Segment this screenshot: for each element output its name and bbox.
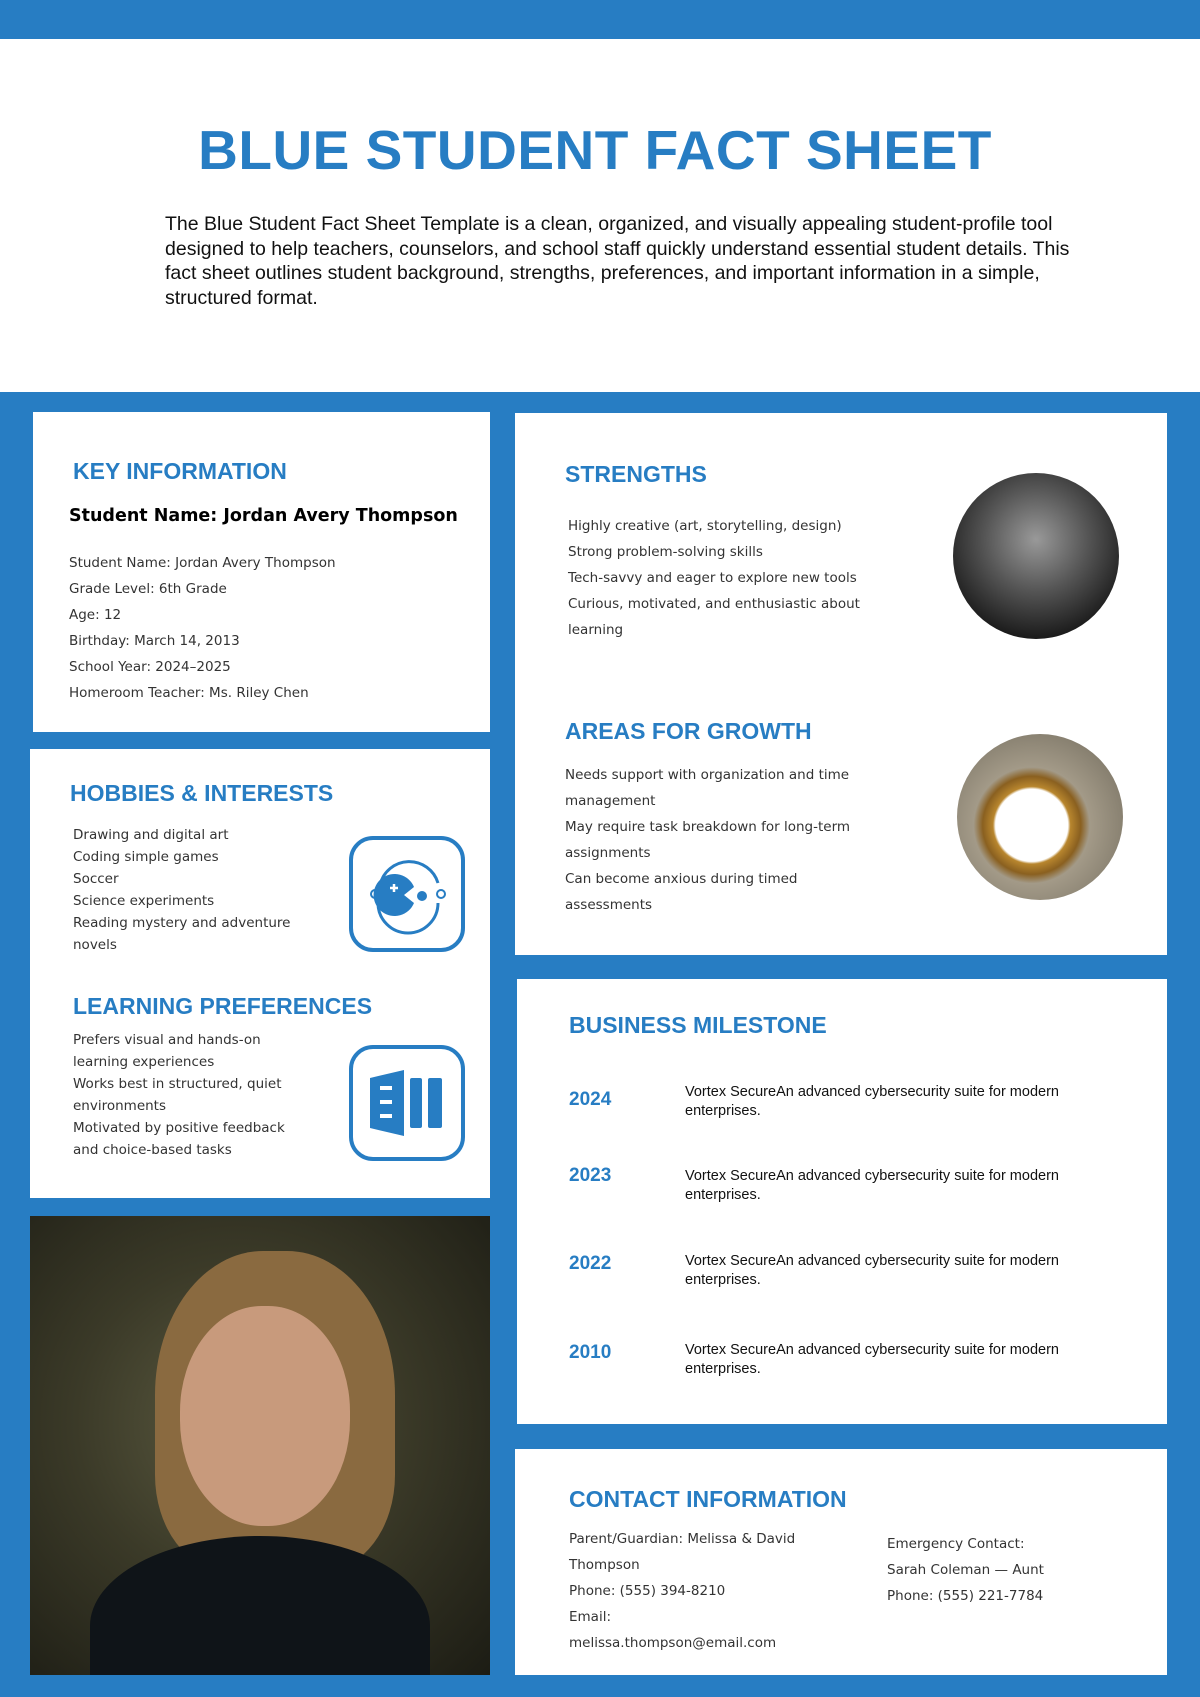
learning-item: Prefers visual and hands-on learning experiences: [73, 1032, 261, 1070]
key-info-item: Birthday: March 14, 2013: [69, 633, 240, 649]
milestone-heading: BUSINESS MILESTONE: [569, 1012, 827, 1038]
milestone-description: Vortex SecureAn advanced cybersecurity suite for modern enterprises.: [685, 1253, 1059, 1288]
book-columns-icon: [348, 1044, 466, 1162]
email-link[interactable]: melissa.thompson@email.com: [569, 1635, 777, 1651]
strengths-growth-panel: [515, 413, 1167, 955]
learning-preferences-heading: LEARNING PREFERENCES: [73, 993, 373, 1019]
milestone-description: Vortex SecureAn advanced cybersecurity suite for modern enterprises.: [685, 1168, 1059, 1203]
key-information-heading: KEY INFORMATION: [73, 458, 287, 484]
milestone-description: Vortex SecureAn advanced cybersecurity suite for modern enterprises.: [685, 1342, 1059, 1377]
milestone-year: 2023: [569, 1165, 612, 1186]
key-info-item: Homeroom Teacher: Ms. Riley Chen: [69, 685, 309, 701]
key-info-item: Grade Level: 6th Grade: [69, 581, 227, 597]
contact-heading: CONTACT INFORMATION: [569, 1486, 847, 1512]
emergency-contact-name: Sarah Coleman — Aunt: [887, 1562, 1044, 1578]
top-bar: [0, 0, 1200, 39]
strength-item: Strong problem-solving skills: [568, 544, 763, 560]
milestone-panel: [517, 979, 1167, 1424]
hobby-item: Science experiments: [73, 893, 215, 909]
key-info-item: School Year: 2024–2025: [69, 659, 231, 675]
strength-item: Highly creative (art, storytelling, design): [568, 518, 842, 534]
hobbies-learning-panel: [30, 749, 490, 1198]
emergency-contact-label: Emergency Contact:: [887, 1536, 1025, 1552]
learning-item: Works best in structured, quiet environments: [73, 1076, 282, 1114]
game-controller-icon: [348, 835, 466, 953]
milestone-description: Vortex SecureAn advanced cybersecurity suite for modern enterprises.: [685, 1084, 1059, 1119]
parent-phone: Phone: (555) 394-8210: [569, 1583, 726, 1599]
hobby-item: Soccer: [73, 871, 119, 887]
growth-item: May require task breakdown for long-term assignments: [565, 819, 851, 861]
learning-item: Motivated by positive feedback and choice-based tasks: [73, 1120, 285, 1158]
key-information-panel: [33, 412, 490, 732]
growth-item: Needs support with organization and time management: [565, 767, 850, 809]
pocket-watch-image: [957, 734, 1123, 900]
strength-item: Curious, motivated, and enthusiastic about learning: [568, 596, 860, 638]
hobbies-heading: HOBBIES & INTERESTS: [70, 780, 334, 806]
growth-item: Can become anxious during timed assessments: [565, 871, 798, 913]
milestone-year: 2010: [569, 1342, 612, 1363]
key-info-item: Age: 12: [69, 607, 122, 623]
strength-item: Tech-savvy and eager to explore new tools: [568, 570, 857, 586]
areas-for-growth-heading: AREAS FOR GROWTH: [565, 718, 812, 744]
parent-guardian: Parent/Guardian: Melissa & David Thompson: [569, 1531, 796, 1573]
hobby-item: Drawing and digital art: [73, 827, 229, 843]
milestone-year: 2024: [569, 1089, 612, 1110]
milestone-year: 2022: [569, 1253, 612, 1274]
contact-panel: [515, 1449, 1167, 1675]
emergency-contact-phone: Phone: (555) 221-7784: [887, 1588, 1044, 1604]
key-info-item: Student Name: Jordan Avery Thompson: [69, 555, 336, 571]
strengths-heading: STRENGTHS: [565, 461, 707, 487]
student-name-heading: Student Name: Jordan Avery Thompson: [69, 506, 458, 526]
email-label: Email:: [569, 1609, 612, 1625]
intro-paragraph: The Blue Student Fact Sheet Template is a clean, organized, and visually appealing student-profile tool designed to help teachers, counselors, and school staff quickly understand essential student details. This fact sheet outlines student background, strengths, preferences, and important information in a simple, structured format.: [165, 213, 1070, 309]
strengths-portrait-image: [953, 473, 1119, 639]
hobby-item: Reading mystery and adventure novels: [73, 915, 291, 953]
student-photo: [30, 1216, 490, 1675]
page-title: BLUE STUDENT FACT SHEET: [198, 119, 992, 181]
hobby-item: Coding simple games: [73, 849, 219, 865]
